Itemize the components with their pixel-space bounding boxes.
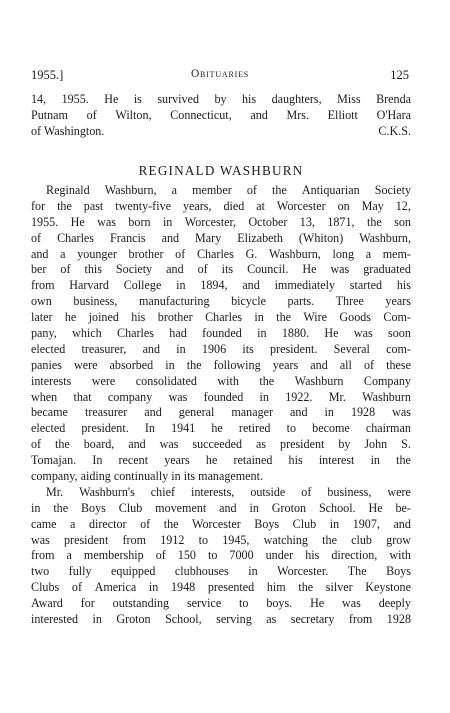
running-head-section-title: Obituaries [190,68,250,80]
previous-obituary-ending [31,92,411,140]
text-line: Putnam of Wilton, Connecticut, and Mrs. Elliott O'Hara [31,107,411,122]
text-line: Clubs of America in 1948 presented him the silver Keystone [31,580,411,595]
text-line: interested in Groton School, serving as secretary from 1928 [31,612,411,627]
text-line: for the past twenty-five years, died at Worcester on May 12, [31,198,411,213]
text-line: in the Boys Club movement and in Groton School. He be- [31,500,411,515]
text-line: of the board, and was succeeded as president by John S. [31,437,411,452]
obituary-title: REGINALD WASHBURN [138,163,304,178]
text-line: elected treasurer, and in 1906 its president. Several com- [31,341,411,356]
text-line: was president from 1912 to 1945, watching the club grow [31,532,411,547]
text-line: Reginald Washburn, a member of the Antiquarian Society [46,183,411,197]
text-line: became treasurer and general manager and in 1928 was [31,405,411,420]
text-line: came a director of the Worcester Boys Club in 1907, and [31,516,411,531]
text-line: when that company was founded in 1922. Mr. Washburn [31,389,411,404]
running-head [31,68,409,84]
obituary-body [31,183,411,628]
text-line: Tomajan. In recent years he retained his interest in the [31,453,411,468]
text-line: pany, which Charles had founded in 1880. He was soon [31,326,411,341]
text-line: ber of this Society and of its Council. He was graduated [31,262,411,277]
text-line: Award for outstanding service to boys. He was deeply [31,596,411,611]
signoff-line [31,124,411,140]
text-line: and a younger brother of Charles G. Washburn, long a mem- [31,246,411,261]
text-line: Mr. Washburn's chief interests, outside of business, were [46,484,411,499]
text-line: own business, manufacturing bicycle parts. Three years [31,294,411,309]
text-line: interests were consolidated with the Washburn Company [31,373,411,388]
text-line: panies were absorbed in the following years and all of these [31,357,411,372]
running-head-year: 1955.] [31,68,64,82]
text-line: two fully equipped clubhouses in Worcester. The Boys [31,564,411,579]
closing-text: of Washington. [31,123,105,138]
author-initials: C.K.S. [378,123,411,138]
text-line: later he joined his brother Charles in the Wire Goods Com- [31,310,411,325]
text-line: company, aiding continually in its management. [31,469,263,484]
text-line: of Charles Francis and Mary Elizabeth (Whiton) Washburn, [31,230,411,245]
text-line: from a membership of 150 to 7000 under his direction, with [31,548,411,563]
text-line: 1955. He was born in Worcester, October 13, 1871, the son [31,214,411,229]
text-line: 14, 1955. He is survived by his daughters, Miss Brenda [31,92,411,106]
text-line: from Harvard College in 1894, and immediately started his [31,278,411,293]
text-line: elected president. In 1941 he retired to become chairman [31,421,411,436]
page-number: 125 [390,68,409,82]
